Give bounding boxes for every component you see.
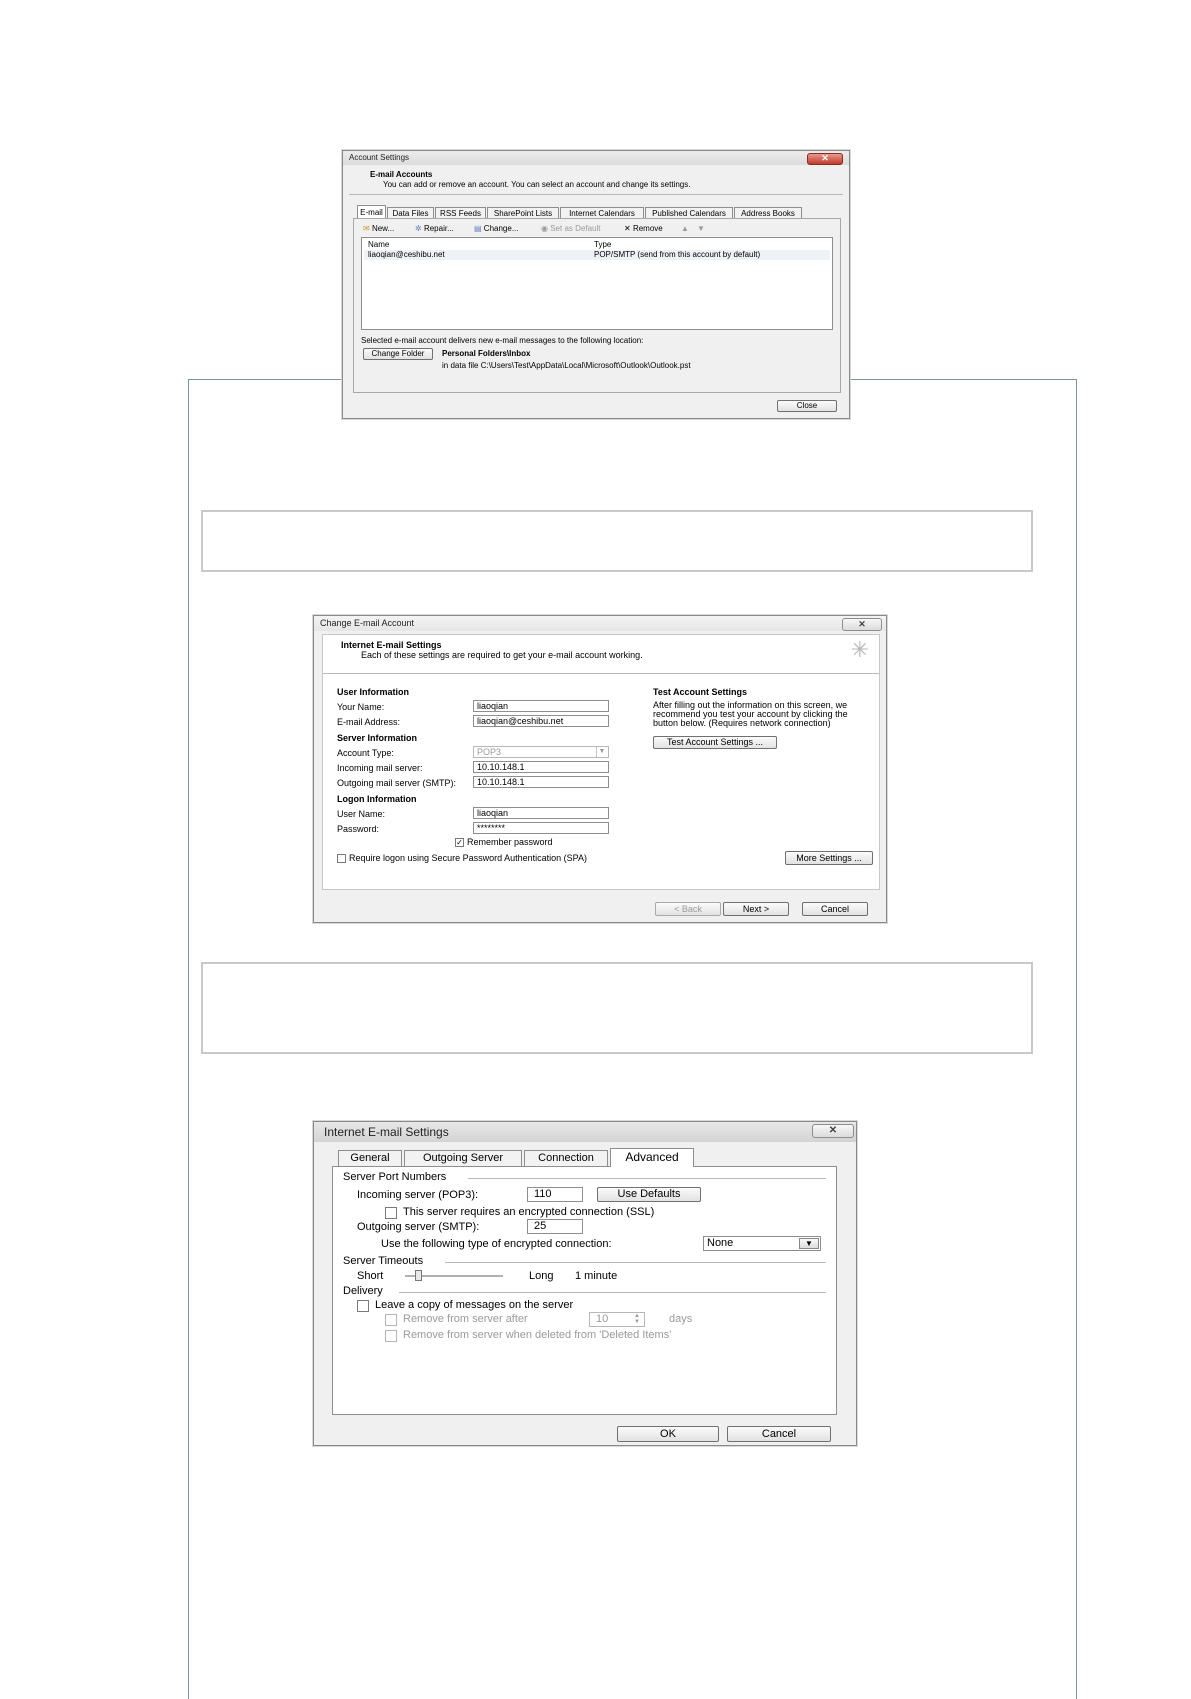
delivery-location-text: Selected e-mail account delivers new e-mail messages to the following location:: [361, 336, 644, 345]
ssl-label: This server requires an encrypted connection (SSL): [403, 1206, 655, 1218]
set-default-icon: ◉: [541, 224, 548, 233]
folder-path: Personal Folders\Inbox: [442, 349, 531, 358]
change-account-body: [322, 634, 880, 890]
remove-button[interactable]: [624, 224, 663, 233]
cancel-button[interactable]: Cancel: [727, 1426, 831, 1442]
change-button[interactable]: [474, 224, 519, 233]
spa-label: Require logon using Secure Password Authentication (SPA): [349, 853, 587, 863]
remember-password-label: Remember password: [467, 837, 553, 847]
repair-button[interactable]: [415, 224, 454, 233]
test-account-settings-button[interactable]: Test Account Settings ...: [653, 736, 777, 749]
more-settings-button[interactable]: More Settings ...: [785, 851, 873, 865]
remember-password-checkbox[interactable]: ✓: [456, 838, 463, 847]
move-up-arrow-icon[interactable]: ▲: [681, 224, 689, 233]
tab-address-books[interactable]: Address Books: [734, 207, 802, 219]
account-type-select[interactable]: [473, 746, 609, 758]
internet-email-settings-heading: Internet E-mail Settings: [341, 640, 442, 650]
header-divider: [349, 194, 843, 195]
encryption-type-select[interactable]: [703, 1236, 821, 1251]
timeout-short-label: Short: [357, 1270, 384, 1282]
tab-general[interactable]: General: [338, 1150, 402, 1166]
tab-sharepoint-lists[interactable]: SharePoint Lists: [487, 207, 559, 219]
account-type-cell: POP/SMTP (send from this account by default): [594, 250, 761, 259]
your-name-label: Your Name:: [337, 702, 385, 712]
timeout-value: 1 minute: [575, 1270, 618, 1282]
close-icon[interactable]: ✕: [842, 618, 882, 631]
email-address-label: E-mail Address:: [337, 717, 401, 727]
remove-after-checkbox[interactable]: [385, 1314, 397, 1326]
tab-outgoing-server[interactable]: Outgoing Server: [404, 1150, 522, 1166]
user-information-heading: User Information: [337, 687, 410, 697]
remove-after-label: Remove from server after: [403, 1313, 528, 1325]
outgoing-smtp-label: Outgoing server (SMTP):: [357, 1221, 480, 1233]
account-settings-titlebar: [343, 151, 849, 165]
remove-x-icon: ✕: [624, 224, 631, 233]
incoming-pop3-label: Incoming server (POP3):: [357, 1189, 479, 1201]
column-header-type: Type: [594, 240, 612, 249]
data-file-path: in data file C:\Users\Test\AppData\Local\Microsoft\Outlook\Outlook.pst: [442, 361, 691, 370]
internet-email-settings-description: Each of these settings are required to get your e-mail account working.: [361, 650, 643, 660]
spa-checkbox[interactable]: [337, 854, 346, 863]
tab-connection[interactable]: Connection: [524, 1150, 608, 1166]
account-settings-title: Account Settings: [349, 153, 410, 162]
advanced-tab-panel: [332, 1166, 837, 1415]
tab-internet-calendars[interactable]: Internet Calendars: [560, 207, 644, 219]
change-icon: ▤: [474, 224, 482, 233]
server-timeouts-divider: [445, 1262, 826, 1263]
account-list: [361, 237, 833, 330]
back-button[interactable]: < Back: [655, 902, 721, 916]
repair-button-label: Repair...: [423, 224, 454, 233]
new-button-label: New...: [371, 224, 395, 233]
repair-icon: ✲: [415, 224, 422, 233]
outgoing-server-field[interactable]: 10.10.148.1: [473, 776, 609, 788]
change-button-label: Change...: [483, 224, 519, 233]
outgoing-server-label: Outgoing mail server (SMTP):: [337, 778, 457, 788]
test-description-line-3: button below. (Requires network connection): [653, 718, 831, 728]
leave-copy-label: Leave a copy of messages on the server: [375, 1299, 574, 1311]
internet-email-settings-dialog: [313, 1121, 857, 1446]
tab-published-calendars[interactable]: Published Calendars: [645, 207, 733, 219]
incoming-server-field[interactable]: 10.10.148.1: [473, 761, 609, 773]
change-email-account-dialog: [313, 615, 887, 923]
timeout-slider-thumb[interactable]: [415, 1270, 422, 1281]
account-type-value: POP3: [477, 747, 502, 757]
days-label: days: [669, 1313, 693, 1325]
server-port-numbers-heading: Server Port Numbers: [343, 1171, 447, 1183]
chevron-down-icon: ▼: [799, 1238, 819, 1249]
password-label: Password:: [337, 824, 380, 834]
header-divider: [323, 673, 879, 674]
text-box-1[interactable]: [201, 510, 1033, 572]
internet-email-settings-titlebar: [314, 1122, 856, 1142]
use-defaults-button[interactable]: Use Defaults: [597, 1187, 701, 1202]
tab-rss-feeds[interactable]: RSS Feeds: [435, 207, 486, 219]
encryption-type-value: None: [707, 1237, 734, 1249]
column-header-name: Name: [368, 240, 390, 249]
password-field[interactable]: ********: [473, 822, 609, 834]
test-description-line-2: recommend you test your account by clicking the: [653, 709, 848, 719]
account-name-cell: liaoqian@ceshibu.net: [368, 250, 445, 259]
set-default-button[interactable]: [541, 224, 600, 233]
table-row[interactable]: [364, 250, 830, 260]
logon-information-heading: Logon Information: [337, 794, 417, 804]
incoming-port-field[interactable]: 110: [527, 1187, 583, 1202]
wizard-cursor-icon: ✳: [850, 637, 869, 662]
next-button[interactable]: Next >: [723, 902, 789, 916]
server-information-heading: Server Information: [337, 733, 418, 743]
move-down-arrow-icon[interactable]: ▼: [697, 224, 705, 233]
remove-days-value: 10: [596, 1313, 609, 1325]
server-timeouts-heading: Server Timeouts: [343, 1255, 424, 1267]
close-icon[interactable]: ✕: [807, 153, 843, 165]
email-accounts-description: You can add or remove an account. You can select an account and change its settings.: [383, 180, 691, 189]
remove-button-label: Remove: [632, 224, 663, 233]
remove-when-deleted-label: Remove from server when deleted from 'Deleted Items': [403, 1329, 672, 1341]
remove-when-deleted-checkbox[interactable]: [385, 1330, 397, 1342]
change-email-account-title: Change E-mail Account: [320, 618, 415, 628]
internet-email-settings-title: Internet E-mail Settings: [324, 1125, 449, 1139]
new-mail-icon: ✉: [363, 224, 370, 233]
email-accounts-heading: E-mail Accounts: [370, 170, 433, 179]
ok-button[interactable]: OK: [617, 1426, 719, 1442]
test-description-line-1: After filling out the information on this screen, we: [653, 700, 848, 710]
delivery-heading: Delivery: [343, 1285, 383, 1297]
encryption-type-label: Use the following type of encrypted connection:: [381, 1238, 612, 1250]
test-account-settings-heading: Test Account Settings: [653, 687, 748, 697]
ssl-checkbox[interactable]: [385, 1207, 397, 1219]
change-folder-button[interactable]: Change Folder: [363, 348, 433, 360]
outgoing-port-field[interactable]: 25: [527, 1219, 583, 1234]
remove-days-stepper[interactable]: [589, 1312, 645, 1327]
set-default-button-label: Set as Default: [550, 224, 601, 233]
timeout-slider[interactable]: [405, 1275, 503, 1277]
email-address-field[interactable]: liaoqian@ceshibu.net: [473, 715, 609, 727]
timeout-long-label: Long: [529, 1270, 554, 1282]
server-port-numbers-divider: [468, 1178, 826, 1179]
close-button[interactable]: Close: [777, 400, 837, 412]
stepper-arrows-icon: ▲ ▼: [634, 1313, 640, 1325]
tab-advanced[interactable]: Advanced: [610, 1148, 694, 1167]
your-name-field[interactable]: liaoqian: [473, 700, 609, 712]
text-box-2[interactable]: [201, 962, 1033, 1054]
incoming-server-label: Incoming mail server:: [337, 763, 423, 773]
account-settings-dialog: [342, 150, 850, 419]
cancel-button[interactable]: Cancel: [802, 902, 868, 916]
tab-email[interactable]: E-mail: [357, 205, 386, 219]
user-name-label: User Name:: [337, 809, 386, 819]
chevron-down-icon: ▼: [596, 747, 607, 757]
leave-copy-checkbox[interactable]: [357, 1300, 369, 1312]
close-icon[interactable]: ✕: [812, 1124, 854, 1138]
delivery-divider: [399, 1292, 826, 1293]
user-name-field[interactable]: liaoqian: [473, 807, 609, 819]
account-type-label: Account Type:: [337, 748, 394, 758]
tab-data-files[interactable]: Data Files: [387, 207, 434, 219]
new-button[interactable]: [363, 224, 394, 233]
change-email-account-titlebar: [314, 616, 886, 631]
